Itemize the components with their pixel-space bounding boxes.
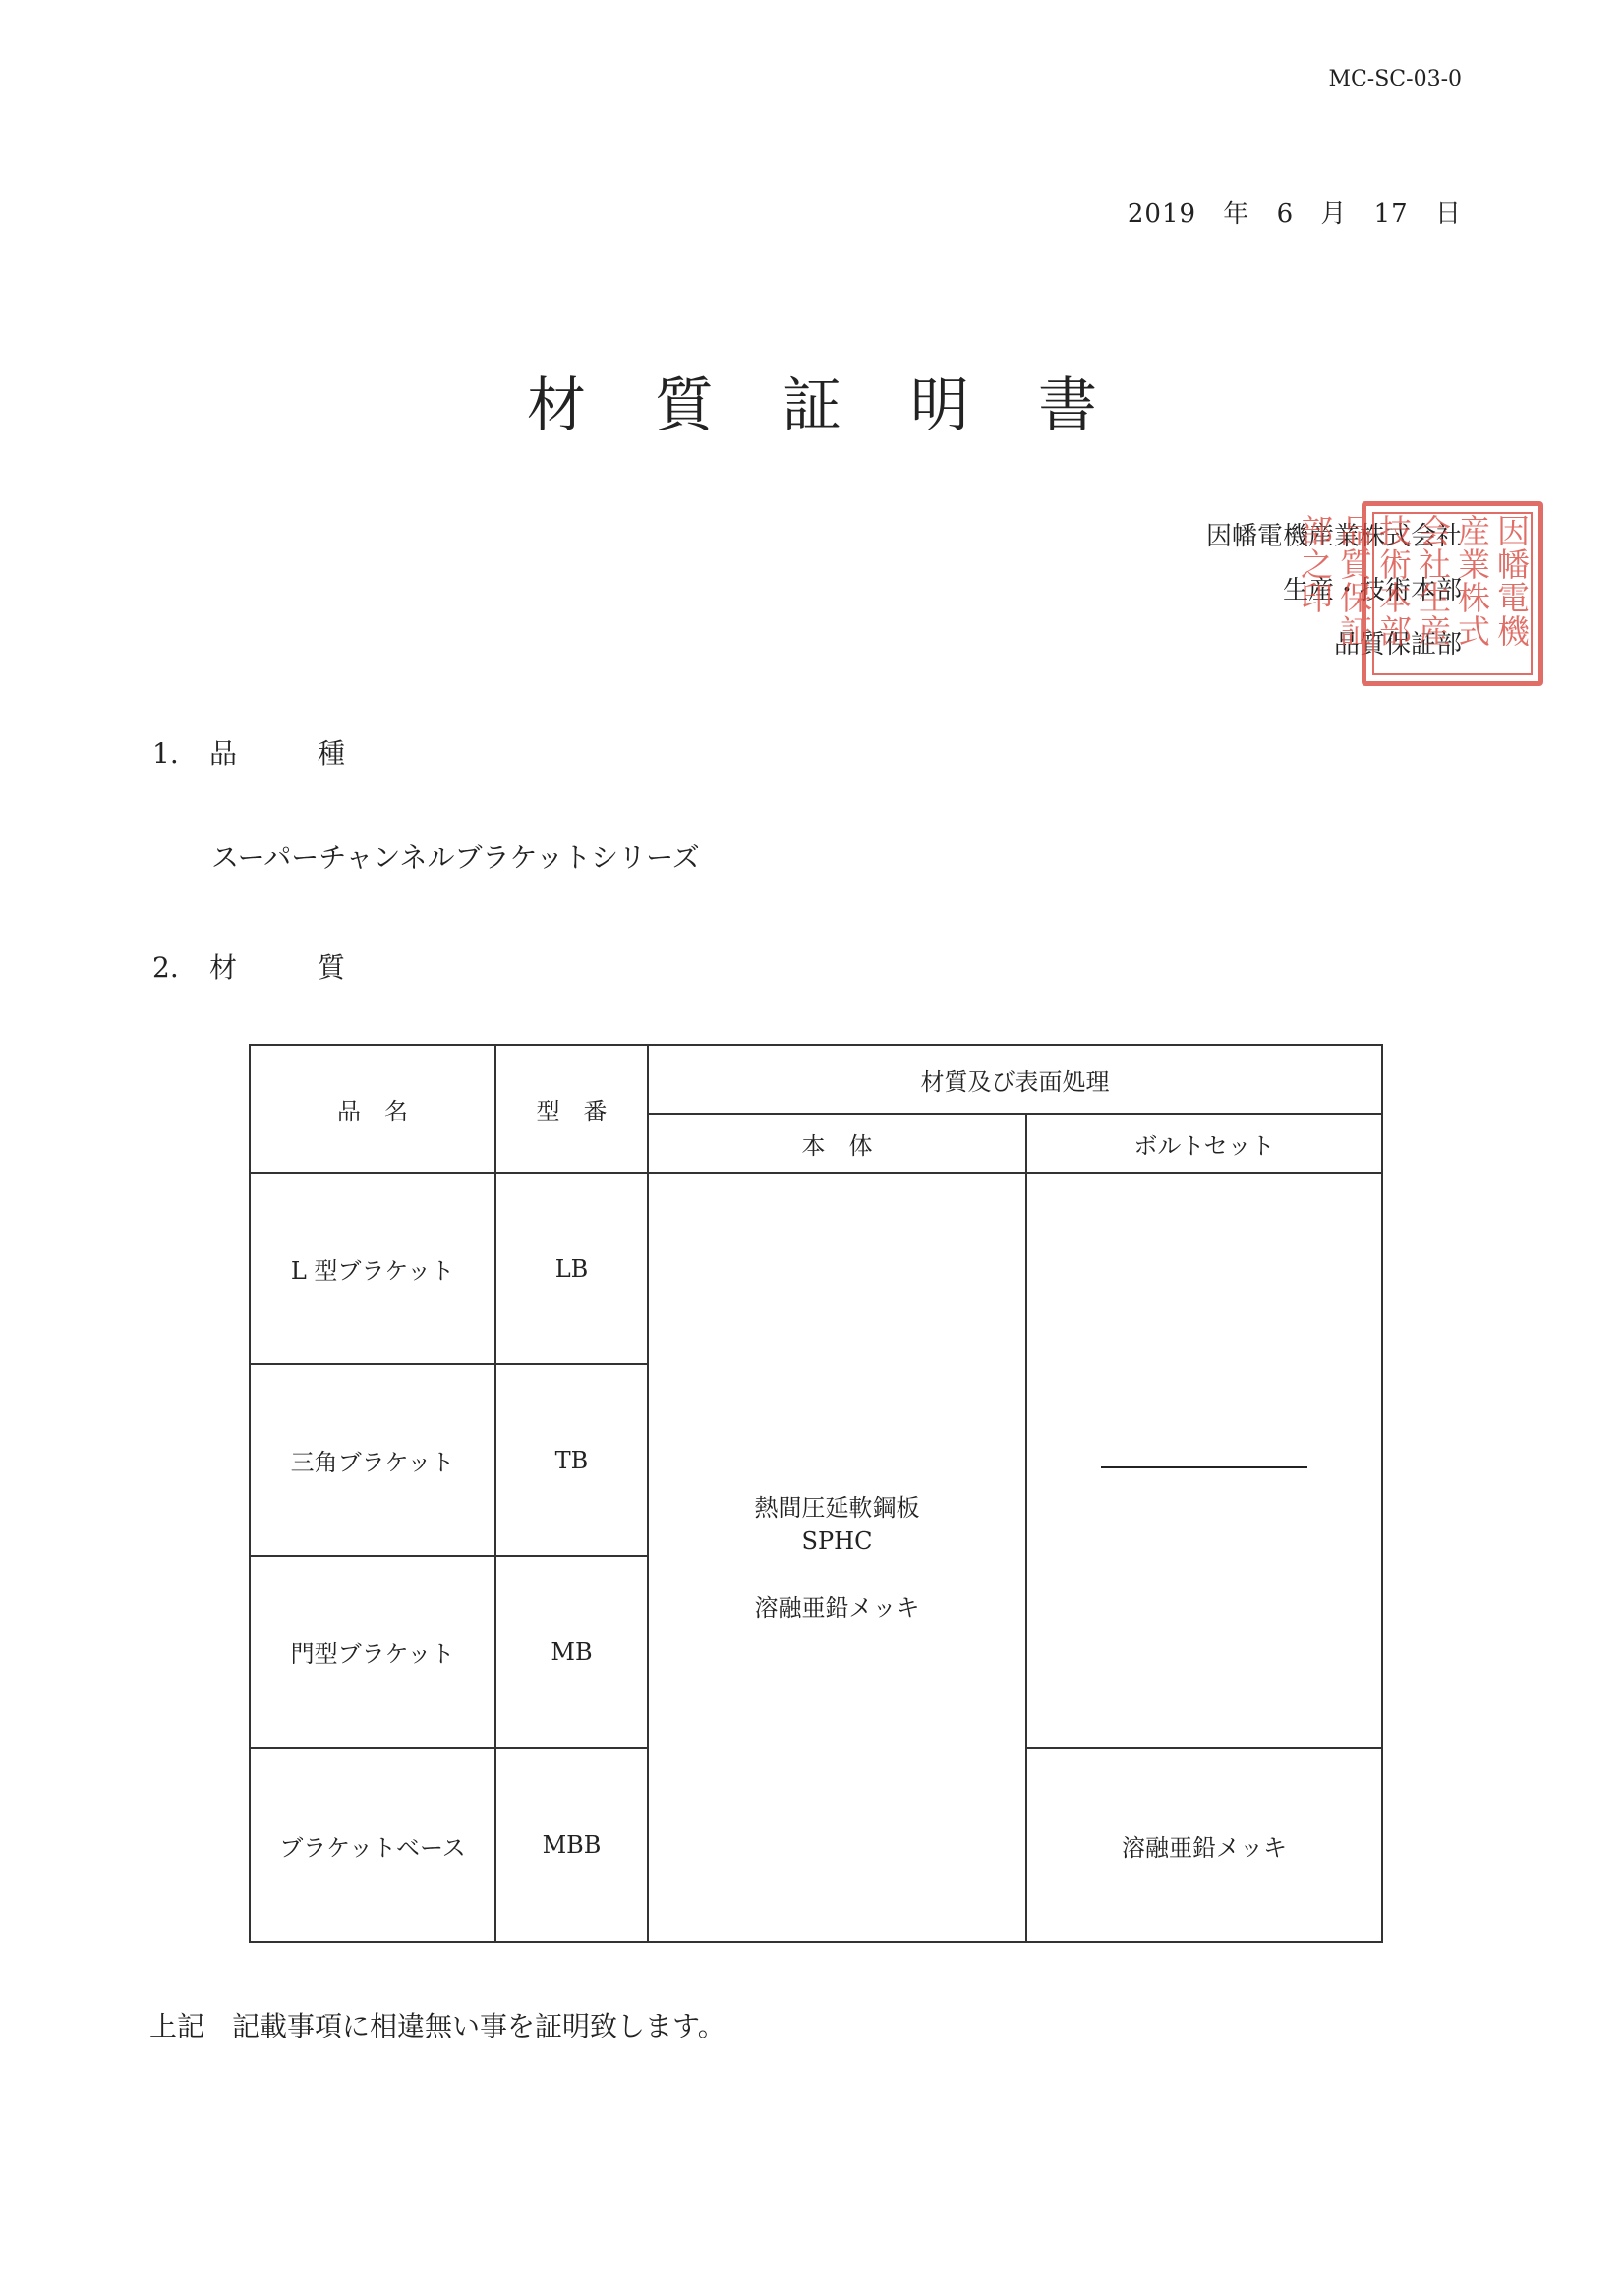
- header-product-name: 品名: [250, 1045, 495, 1173]
- body-surface-treatment: 溶融亜鉛メッキ: [754, 1593, 920, 1622]
- product-name-cell: 門型ブラケット: [250, 1556, 495, 1748]
- material-table: [249, 1044, 1383, 1943]
- table-row: [250, 1173, 1382, 1364]
- not-applicable-line: [1101, 1466, 1307, 1468]
- header-bolt-set: ボルトセット: [1026, 1114, 1382, 1173]
- document-code: MC-SC-03-0: [1328, 67, 1462, 91]
- certification-statement: 上記 記載事項に相違無い事を証明致します。: [149, 2010, 725, 2042]
- section-1-heading: [152, 732, 426, 772]
- bolt-set-cell: 溶融亜鉛メッキ: [1026, 1748, 1382, 1942]
- issuer-department: 品質保証部: [1333, 630, 1462, 660]
- product-name-cell: 三角ブラケット: [250, 1364, 495, 1556]
- product-series-name: スーパーチャンネルブラケットシリーズ: [211, 841, 700, 874]
- section-number: 1.: [152, 737, 179, 770]
- body-material-cell: [648, 1173, 1026, 1942]
- product-name-cell: L 型ブラケット: [250, 1173, 495, 1364]
- section-2-heading: [152, 947, 426, 986]
- company-seal-stamp: [1296, 501, 1543, 686]
- table-header-row: [250, 1045, 1382, 1114]
- document-title: 材質証明書: [527, 372, 1166, 440]
- document-date: 2019 年 6 月 17 日: [1127, 200, 1462, 229]
- section-number: 2.: [152, 951, 179, 984]
- model-cell: TB: [495, 1364, 648, 1556]
- issuer-division: 生産・技術本部: [1282, 576, 1462, 605]
- bolt-set-cell: [1026, 1173, 1382, 1748]
- model-cell: LB: [495, 1173, 648, 1364]
- header-body: 本体: [648, 1114, 1026, 1173]
- product-name-cell: ブラケットベース: [250, 1748, 495, 1942]
- model-cell: MBB: [495, 1748, 648, 1942]
- issuer-company: 因幡電機産業株式会社: [1205, 522, 1462, 551]
- section-title: 材質: [209, 951, 427, 984]
- header-model: 型番: [495, 1045, 648, 1173]
- seal-lettering: 因幡電機産業株式会社生産技術本部品質保証部之印: [1296, 514, 1531, 648]
- body-material-line: 熱間圧延軟鋼板: [754, 1493, 920, 1521]
- header-material-group: 材質及び表面処理: [648, 1045, 1382, 1114]
- section-title: 品種: [209, 737, 427, 770]
- body-material-code: SPHC: [801, 1526, 873, 1555]
- model-cell: MB: [495, 1556, 648, 1748]
